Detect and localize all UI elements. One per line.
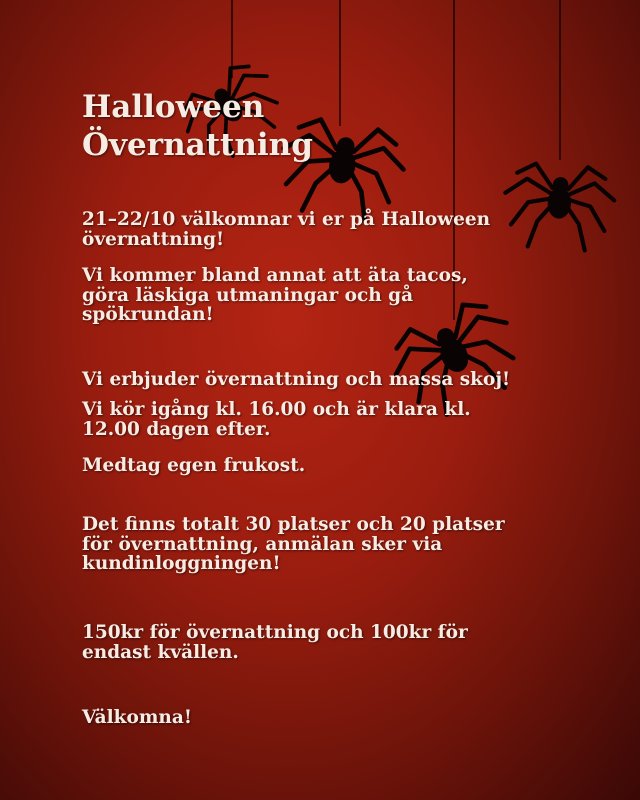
text-line: Det finns totalt 30 platser och 20 platser bbox=[82, 514, 505, 535]
text-line: Vi kör igång kl. 16.00 och är klara kl. bbox=[82, 399, 471, 420]
text-line: kundinloggningen! bbox=[82, 553, 281, 574]
spider-icon bbox=[502, 162, 617, 253]
paragraph-welcome bbox=[82, 708, 192, 728]
paragraph-price bbox=[82, 623, 468, 662]
text-line: 21–22/10 välkomnar vi er på Halloween bbox=[82, 209, 491, 230]
paragraph-activities bbox=[82, 266, 468, 325]
paragraph-times bbox=[82, 400, 471, 439]
text-line: Medtag egen frukost. bbox=[82, 455, 306, 476]
paragraph-places bbox=[82, 515, 505, 574]
paragraph-breakfast bbox=[82, 456, 305, 476]
text-line: endast kvällen. bbox=[82, 641, 239, 663]
title-line: Övernattning bbox=[82, 127, 313, 163]
text-line: Vi erbjuder övernattning och massa skoj! bbox=[82, 369, 511, 390]
title-line: Halloween bbox=[82, 89, 265, 125]
paragraph-offer bbox=[82, 370, 510, 390]
paragraph-dates bbox=[82, 210, 490, 249]
poster-title bbox=[82, 88, 313, 164]
text-line: 12.00 dagen efter. bbox=[82, 418, 271, 440]
text-line: göra läskiga utmaningar och gå bbox=[82, 284, 414, 306]
text-line: för övernattning, anmälan sker via bbox=[82, 533, 443, 555]
text-line: Välkomna! bbox=[82, 707, 192, 728]
text-line: 150kr för övernattning och 100kr för bbox=[82, 622, 468, 643]
text-line: spökrundan! bbox=[82, 304, 214, 325]
text-line: övernattning! bbox=[82, 228, 225, 250]
text-line: Vi kommer bland annat att äta tacos, bbox=[82, 265, 468, 286]
